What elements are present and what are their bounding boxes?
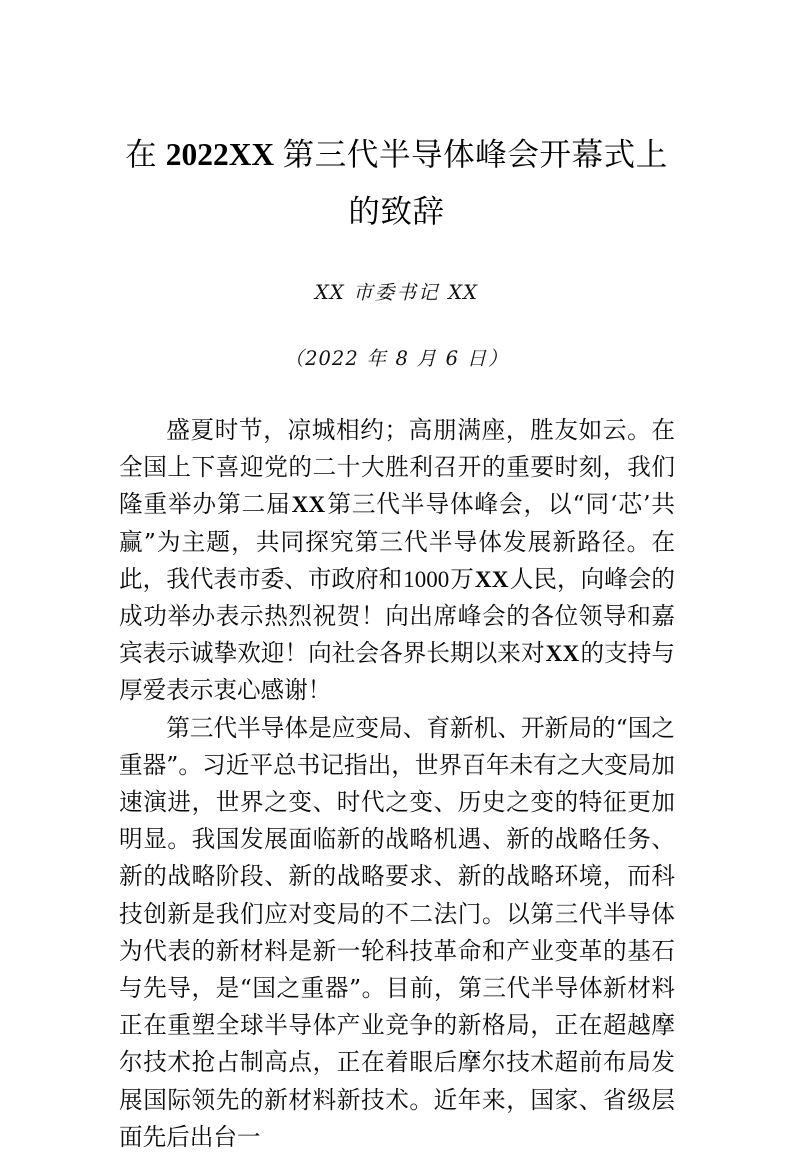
inline-org-token: XX [474, 566, 509, 592]
body-paragraph-2: 第三代半导体是应变局、育新机、开新局的“国之重器”。习近平总书记指出，世界百年未有之大变局加速演进，世界之变、时代之变、历史之变的特征更加明显。我国发展面临新的战略机遇、新的战略任务、新的战略阶段、新的战略要求、新的战略环境，而科技创新是我们应对变局的不二法门。以第三代半导体为代表的新材料是新一轮科技革命和产业变革的基石与先导，是“国之重器”。目前，第三代半导体新材料正在重塑全球半导体产业竞争的新格局，正在超越摩尔技术抢占制高点，正在着眼后摩尔技术超前布局发展国际领先的新材料新技术。近年来，国家、省级层面先后出台一 [119, 713, 675, 1151]
page-title [0, 0, 793, 240]
title-text-segment-1: 在 [125, 137, 166, 172]
dateline-month: 8 [395, 347, 409, 370]
inline-number-population: 1000 [403, 566, 450, 592]
dateline-month-unit: 月 [408, 347, 446, 370]
title-text-segment-2: 第三代半导体峰会开幕式上的致辞 [274, 137, 668, 229]
document-body [0, 412, 793, 1156]
byline [0, 278, 793, 308]
dateline-year-unit: 年 [358, 347, 396, 370]
dateline [0, 344, 793, 374]
inline-org-token: XX [545, 641, 580, 667]
dateline-day: 6 [445, 347, 459, 370]
byline-name: XX [448, 281, 479, 304]
dateline-day-unit: 日） [459, 347, 509, 370]
inline-org-token: XX [291, 492, 326, 518]
dateline-open-paren: （ [284, 347, 306, 370]
byline-org-prefix: XX [314, 281, 345, 304]
title-year-2022: 2022XX [165, 137, 275, 172]
body-paragraph-1: 盛夏时节，凉城相约；高朋满座，胜友如云。在全国上下喜迎党的二十大胜利召开的重要时刻，我们隆重举办第二届XX第三代半导体峰会，以“同‘芯’共赢”为主题，共同探究第三代半导体发展新路径。在此，我代表市委、市政府和1000万XX人民，向峰会的成功举办表示热烈祝贺！向出席峰会的各位领导和嘉宾表示诚挚欢迎！向社会各界长期以来对XX的支持与厚爱表示衷心感谢！ [119, 416, 676, 705]
dateline-year: 2022 [305, 347, 359, 370]
byline-role: 市委书记 [344, 281, 449, 304]
